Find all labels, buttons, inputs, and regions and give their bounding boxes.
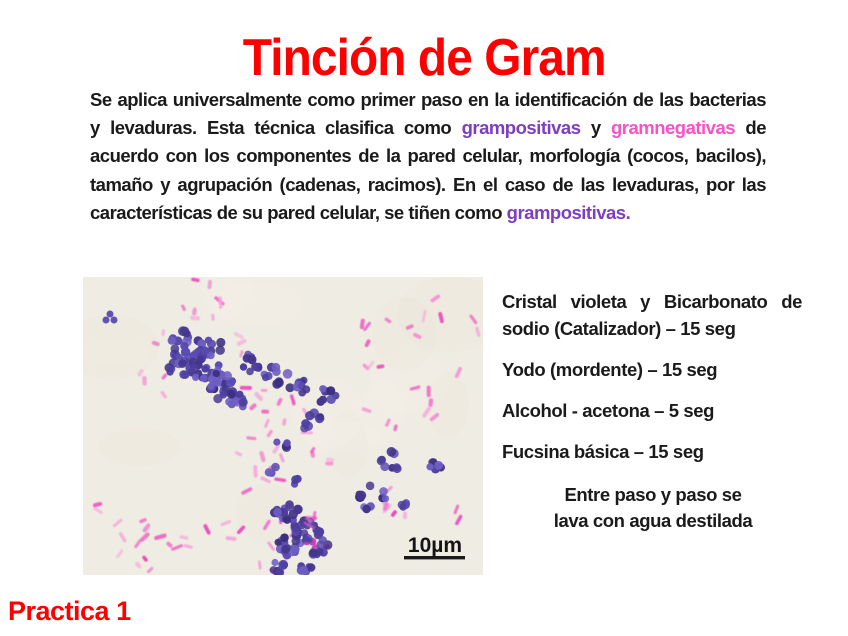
step-item: Yodo (mordente) – 15 seg [502, 359, 718, 380]
slide-title: Tinción de Gram [242, 29, 606, 87]
intro-text: Se aplica universalmente como primer paso en la identificación de las bacterias y levaduras. Esta técnica clasifica como [90, 89, 766, 139]
scale-bar-label: 10µm [407, 534, 463, 557]
step-item: Fucsina básica – 15 seg [502, 441, 704, 462]
rinse-note: Entre paso y paso se lava con agua destilada [553, 484, 753, 531]
footer-title: Practica 1 [8, 596, 131, 626]
intro-paragraph [90, 86, 766, 227]
title-row [0, 31, 848, 86]
step-item: Cristal violeta y Bicarbonato de sodio (Catalizador) – 15 seg [502, 291, 802, 339]
intro-text: de acuerdo con los componentes de la pared celular, morfología (cocos, bacilos), tamaño y agrupación (cadenas, racimos). En el caso de las levaduras, por las características de su pared celular, se tiñen como [90, 117, 766, 223]
intro-text: y [580, 117, 611, 139]
keyword-grampositivas: grampositivas [461, 117, 581, 139]
staining-steps-list [502, 288, 802, 479]
keyword-gramnegativas: gramnegativas [610, 117, 736, 139]
keyword-grampositivas: grampositivas. [506, 201, 631, 223]
gram-stain-micrograph [83, 277, 483, 575]
step-item: Alcohol - acetona – 5 seg [502, 400, 715, 421]
